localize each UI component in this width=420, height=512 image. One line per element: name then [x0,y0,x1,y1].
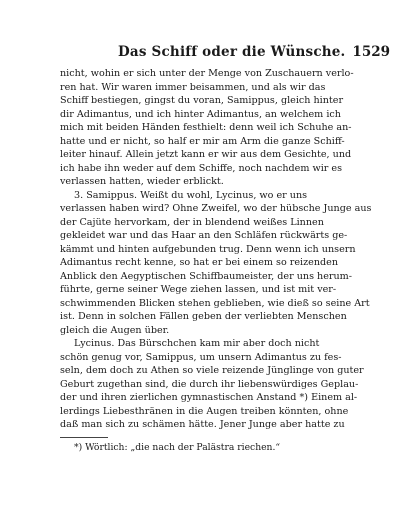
text-line: mich mit beiden Händen festhielt: denn weil ich Schuhe an- [60,122,352,133]
text-line: Schiff bestiegen, gingst du voran, Samippus, gleich hinter [60,95,344,106]
footnote-rule [60,437,108,438]
text-line: seln, dem doch zu Athen so viele reizende Jünglinge von guter [60,365,364,376]
text-line: ren hat. Wir waren immer beisammen, und als wir das [60,81,326,93]
text-line: hatte und er nicht, so half er mir am Arm die ganze Schiff- [60,135,345,147]
text-line: verlassen haben wird? Ohne Zweifel, wo der hübsche Junge aus [60,203,372,214]
text-line: ist. Denn in solchen Fällen geben der verliebten Menschen [60,311,347,322]
text-line: schön genug vor, Samippus, um unsern Adimantus zu fes- [60,351,342,363]
text-line: leiter hinauf. Allein jetzt kann er wir aus dem Gesichte, und [60,149,352,160]
text-line: verlassen hatten, wieder erblickt. [60,176,224,187]
running-title: Das Schiff oder die Wünsche. [118,44,346,60]
text-line: gleich die Augen über. [60,324,170,336]
text-line: 3. Samippus. Weißt du wohl, Lycinus, wo er uns [74,189,308,201]
text-line: daß man sich zu schämen hätte. Jener Junge aber hatte zu [60,419,345,430]
text-line: gekleidet war und das Haar an den Schläfen rückwärts ge- [60,230,348,241]
text-line: kämmt und hinten aufgebunden trug. Denn wenn ich unsern [60,243,356,255]
text-line: Geburt zugethan sind, die durch ihr liebenswürdiges Geplau- [60,378,359,390]
text-line: der und ihren zierlichen gymnastischen Anstand *) Einem al- [60,392,358,403]
text-line: Lycinus. Das Bürschchen kam mir aber doch nicht [74,338,320,349]
text-line: der Cajüte hervorkam, der in blendend weißes Linnen [60,216,324,228]
text-line: ich habe ihn weder auf dem Schiffe, noch nachdem wir es [60,162,342,174]
footnote: *) Wörtlich: „die nach der Palästra riechen.“ [74,442,281,453]
text-line: Adimantus recht kenne, so hat er bei einem so reizenden [60,257,339,268]
text-line: dir Adimantus, und ich hinter Adimantus, an welchem ich [60,108,341,120]
text-line: führte, gerne seiner Wege ziehen lassen, und ist mit ver- [60,284,337,295]
text-line: Anblick den Aegyptischen Schiffbaumeister, der uns herum- [60,270,353,282]
page-header [118,44,390,64]
page-number: 1529 [352,44,390,60]
text-line: nicht, wohin er sich unter der Menge von Zuschauern verlo- [60,68,354,79]
text-line: schwimmenden Blicken stehen geblieben, wie dieß so seine Art [60,297,370,309]
text-line: lerdings Liebesthränen in die Augen treiben könnten, ohne [60,405,349,417]
